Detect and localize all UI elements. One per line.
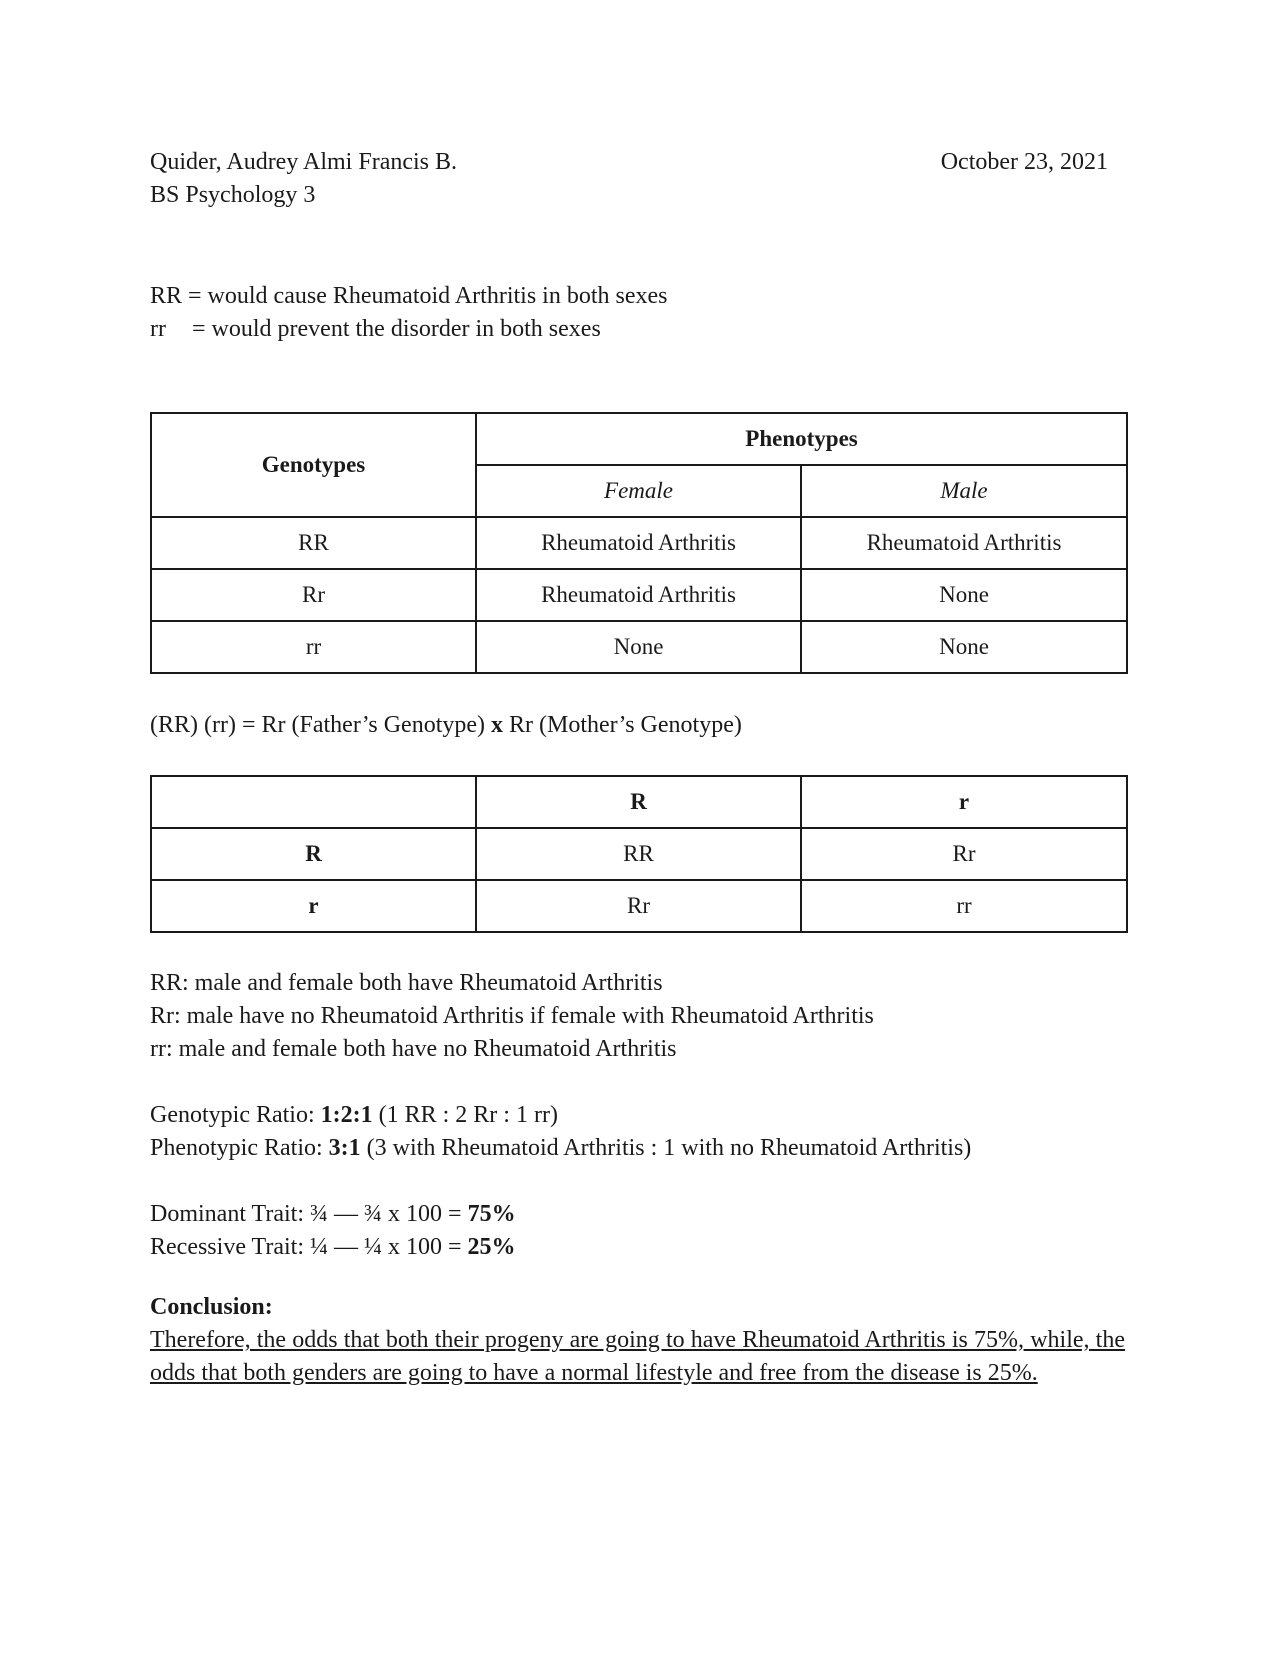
punnett-cell: Rr (801, 828, 1127, 880)
female-header: Female (476, 465, 801, 517)
note-line: rr: male and female both have no Rheumatoid Arthritis (150, 1036, 677, 1062)
phenotypes-header: Phenotypes (476, 413, 1127, 465)
table-row (151, 828, 1127, 880)
phenotype-table (150, 412, 1128, 674)
female-cell: Rheumatoid Arthritis (476, 569, 801, 621)
cross-x: x (491, 712, 504, 738)
legend-key: rr (150, 316, 166, 342)
punnett-square (150, 775, 1128, 933)
recessive-calc: ¼ — ¼ x 100 = (310, 1234, 462, 1260)
note-line: RR: male and female both have Rheumatoid Arthritis (150, 970, 663, 996)
genotypes-header: Genotypes (151, 413, 476, 517)
recessive-trait (150, 1231, 516, 1264)
cross-prefix: (RR) (rr) = Rr (Father’s Genotype) (150, 712, 486, 738)
cross-equation (150, 709, 742, 742)
course: BS Psychology 3 (150, 182, 316, 208)
conclusion-heading: Conclusion: (150, 1294, 273, 1320)
note-line: Rr: male have no Rheumatoid Arthritis if female with Rheumatoid Arthritis (150, 1003, 874, 1029)
punnett-cell: RR (476, 828, 801, 880)
phenotypic-ratio (150, 1132, 971, 1165)
punnett-corner (151, 776, 476, 828)
punnett-cell: rr (801, 880, 1127, 932)
genotypic-ratio (150, 1099, 558, 1132)
table-row (151, 880, 1127, 932)
male-header: Male (801, 465, 1127, 517)
legend-line-dominant (150, 280, 668, 313)
cross-suffix: Rr (Mother’s Genotype) (509, 712, 742, 738)
phenotypic-detail: (3 with Rheumatoid Arthritis : 1 with no Rheumatoid Arthritis) (366, 1135, 972, 1161)
male-cell: None (801, 621, 1127, 673)
student-name: Quider, Audrey Almi Francis B. (150, 149, 458, 175)
dominant-calc: ¾ — ¾ x 100 = (310, 1201, 462, 1227)
punnett-col-header: R (476, 776, 801, 828)
dominant-label: Dominant Trait: (150, 1201, 305, 1227)
female-cell: None (476, 621, 801, 673)
punnett-col-header: r (801, 776, 1127, 828)
date: October 23, 2021 (940, 149, 1108, 175)
phenotypic-value: 3:1 (328, 1135, 361, 1161)
recessive-label: Recessive Trait: (150, 1234, 304, 1260)
table-row (151, 569, 1127, 621)
genotypic-label: Genotypic Ratio: (150, 1102, 315, 1128)
dominant-value: 75% (467, 1201, 516, 1227)
punnett-cell: Rr (476, 880, 801, 932)
recessive-value: 25% (467, 1234, 516, 1260)
male-cell: Rheumatoid Arthritis (801, 517, 1127, 569)
genotypic-detail: (1 RR : 2 Rr : 1 rr) (378, 1102, 558, 1128)
table-row (151, 621, 1127, 673)
genotypic-value: 1:2:1 (320, 1102, 373, 1128)
genotype-cell: RR (151, 517, 476, 569)
genotype-cell: rr (151, 621, 476, 673)
legend-text: = would cause Rheumatoid Arthritis in both sexes (188, 283, 668, 309)
legend-text: = would prevent the disorder in both sexes (192, 316, 601, 342)
genotype-cell: Rr (151, 569, 476, 621)
legend-line-recessive (150, 313, 601, 346)
dominant-trait (150, 1198, 516, 1231)
punnett-row-header: R (151, 828, 476, 880)
legend-key: RR (150, 283, 183, 309)
conclusion-text: Therefore, the odds that both their progeny are going to have Rheumatoid Arthritis is 75%, while, the odds that both genders are going to have a normal lifestyle and free from the disease is 25%. (150, 1327, 1125, 1386)
phenotypic-label: Phenotypic Ratio: (150, 1135, 323, 1161)
female-cell: Rheumatoid Arthritis (476, 517, 801, 569)
table-row (151, 517, 1127, 569)
male-cell: None (801, 569, 1127, 621)
punnett-row-header: r (151, 880, 476, 932)
